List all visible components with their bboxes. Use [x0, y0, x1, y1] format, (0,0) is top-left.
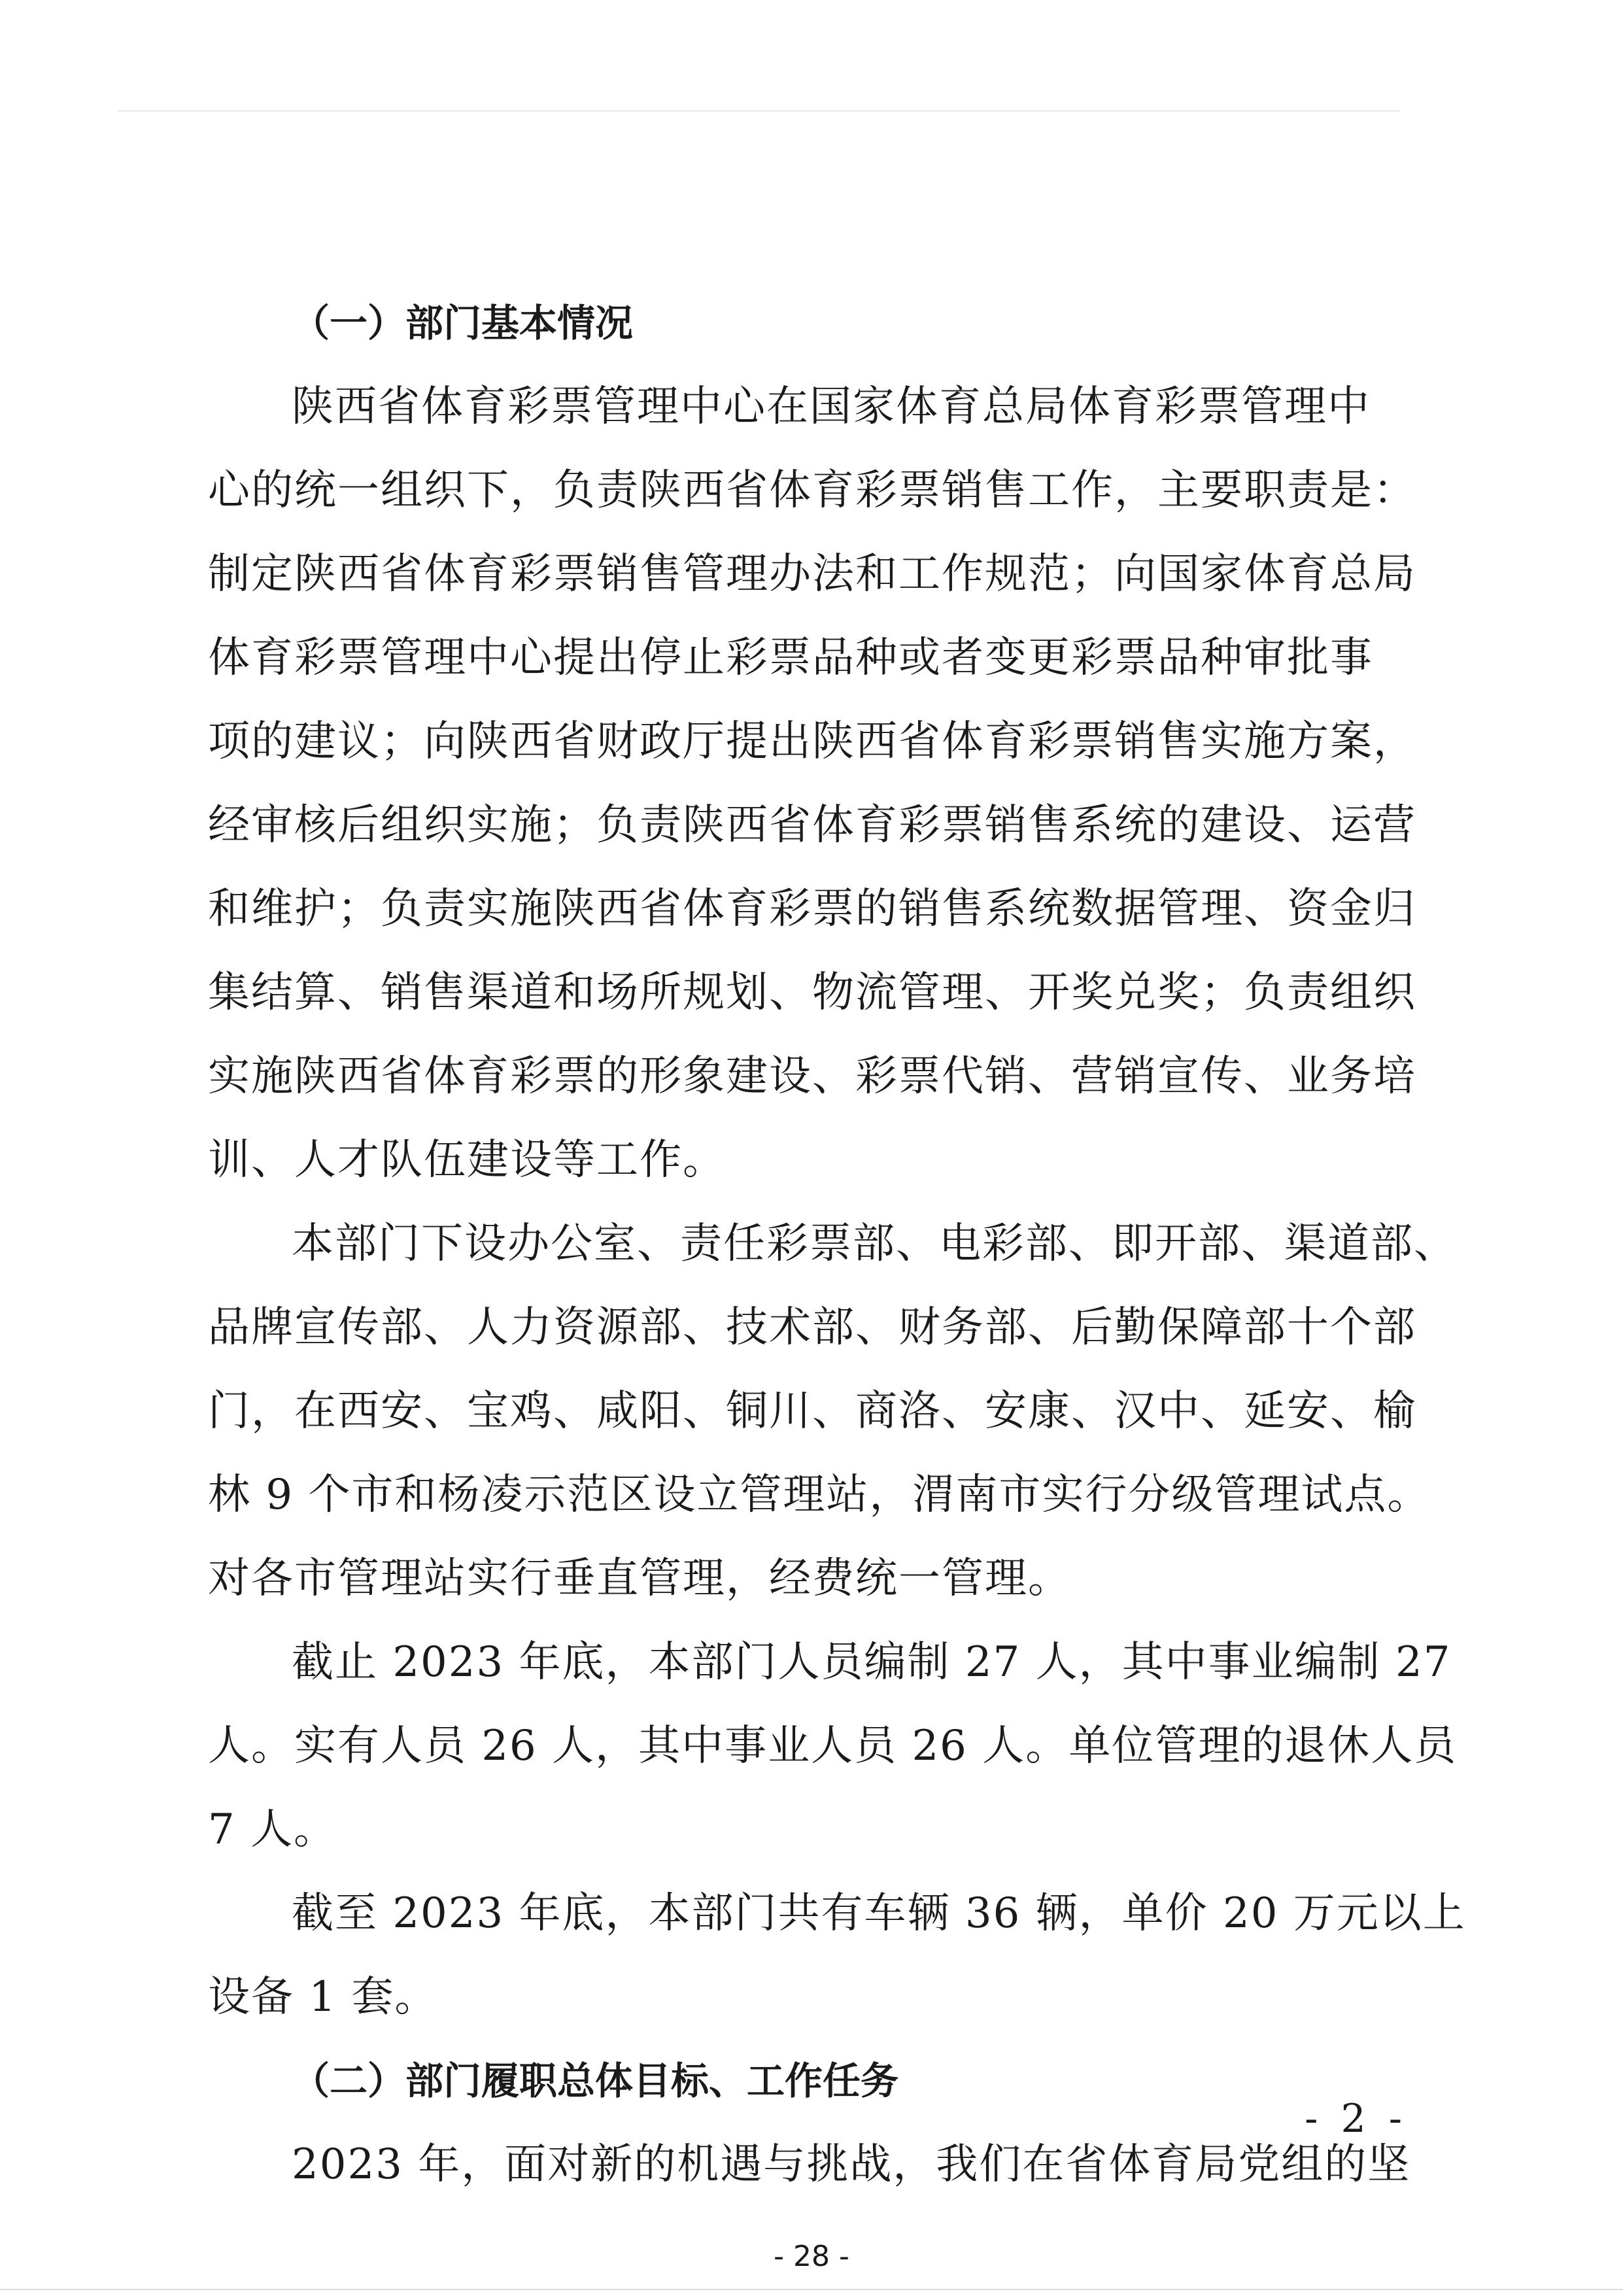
text-line: 截至 2023 年底，本部门共有车辆 36 辆，单价 20 万元以上: [292, 1889, 1466, 1938]
text-line: 品牌宣传部、人力资源部、技术部、财务部、后勤保障部十个部: [208, 1303, 1416, 1352]
paragraph-departments: [208, 1202, 1457, 1620]
text-line: 对各市管理站实行垂直管理，经费统一管理。: [208, 1554, 1071, 1603]
text-line: 7 人。: [208, 1806, 337, 1854]
paragraph-responsibilities: [208, 365, 1418, 1202]
text-line: 本部门下设办公室、责任彩票部、电彩部、即开部、渠道部、: [292, 1220, 1457, 1268]
paragraph-staffing: [208, 1620, 1458, 1872]
document-body: [208, 281, 1466, 2206]
footer-page-number: - 28 -: [774, 2240, 849, 2273]
text-line: 训、人才队伍建设等工作。: [208, 1136, 726, 1184]
text-line: 制定陕西省体育彩票销售管理办法和工作规范；向国家体育总局: [208, 550, 1416, 598]
text-line: 和维护；负责实施陕西省体育彩票的销售系统数据管理、资金归: [208, 885, 1416, 933]
text-line: 2023 年，面对新的机遇与挑战，我们在省体育局党组的坚: [292, 2140, 1411, 2189]
text-line: 人。实有人员 26 人，其中事业人员 26 人。单位管理的退休人员: [208, 1722, 1458, 1770]
paragraph-assets: [208, 1872, 1466, 2039]
text-line: 截止 2023 年底，本部门人员编制 27 人，其中事业编制 27: [292, 1638, 1452, 1687]
text-line: 陕西省体育彩票管理中心在国家体育总局体育彩票管理中: [292, 383, 1371, 431]
page-number: - 2 -: [1305, 2096, 1407, 2142]
paragraph-goals: [208, 2123, 1418, 2206]
text-line: 林 9 个市和杨凌示范区设立管理站，渭南市实行分级管理试点。: [208, 1471, 1431, 1519]
text-line: 实施陕西省体育彩票的形象建设、彩票代销、营销宣传、业务培: [208, 1052, 1416, 1101]
top-rule: [118, 110, 1399, 112]
bottom-rule: [0, 2289, 1623, 2290]
section-heading-goals: （二）部门履职总体目标、工作任务: [292, 2059, 899, 2103]
text-line: 体育彩票管理中心提出停止彩票品种或者变更彩票品种审批事: [208, 634, 1373, 682]
text-line: 集结算、销售渠道和场所规划、物流管理、开奖兑奖；负责组织: [208, 968, 1416, 1017]
text-line: 项的建议；向陕西省财政厅提出陕西省体育彩票销售实施方案，: [208, 717, 1416, 766]
text-line: 设备 1 套。: [208, 1973, 438, 2021]
text-line: 门，在西安、宝鸡、咸阳、铜川、商洛、安康、汉中、延安、榆: [208, 1387, 1416, 1435]
section-heading-basic-info: （一）部门基本情况: [292, 301, 634, 345]
text-line: 心的统一组织下，负责陕西省体育彩票销售工作，主要职责是：: [208, 466, 1416, 515]
text-line: 经审核后组织实施；负责陕西省体育彩票销售系统的建设、运营: [208, 801, 1416, 849]
